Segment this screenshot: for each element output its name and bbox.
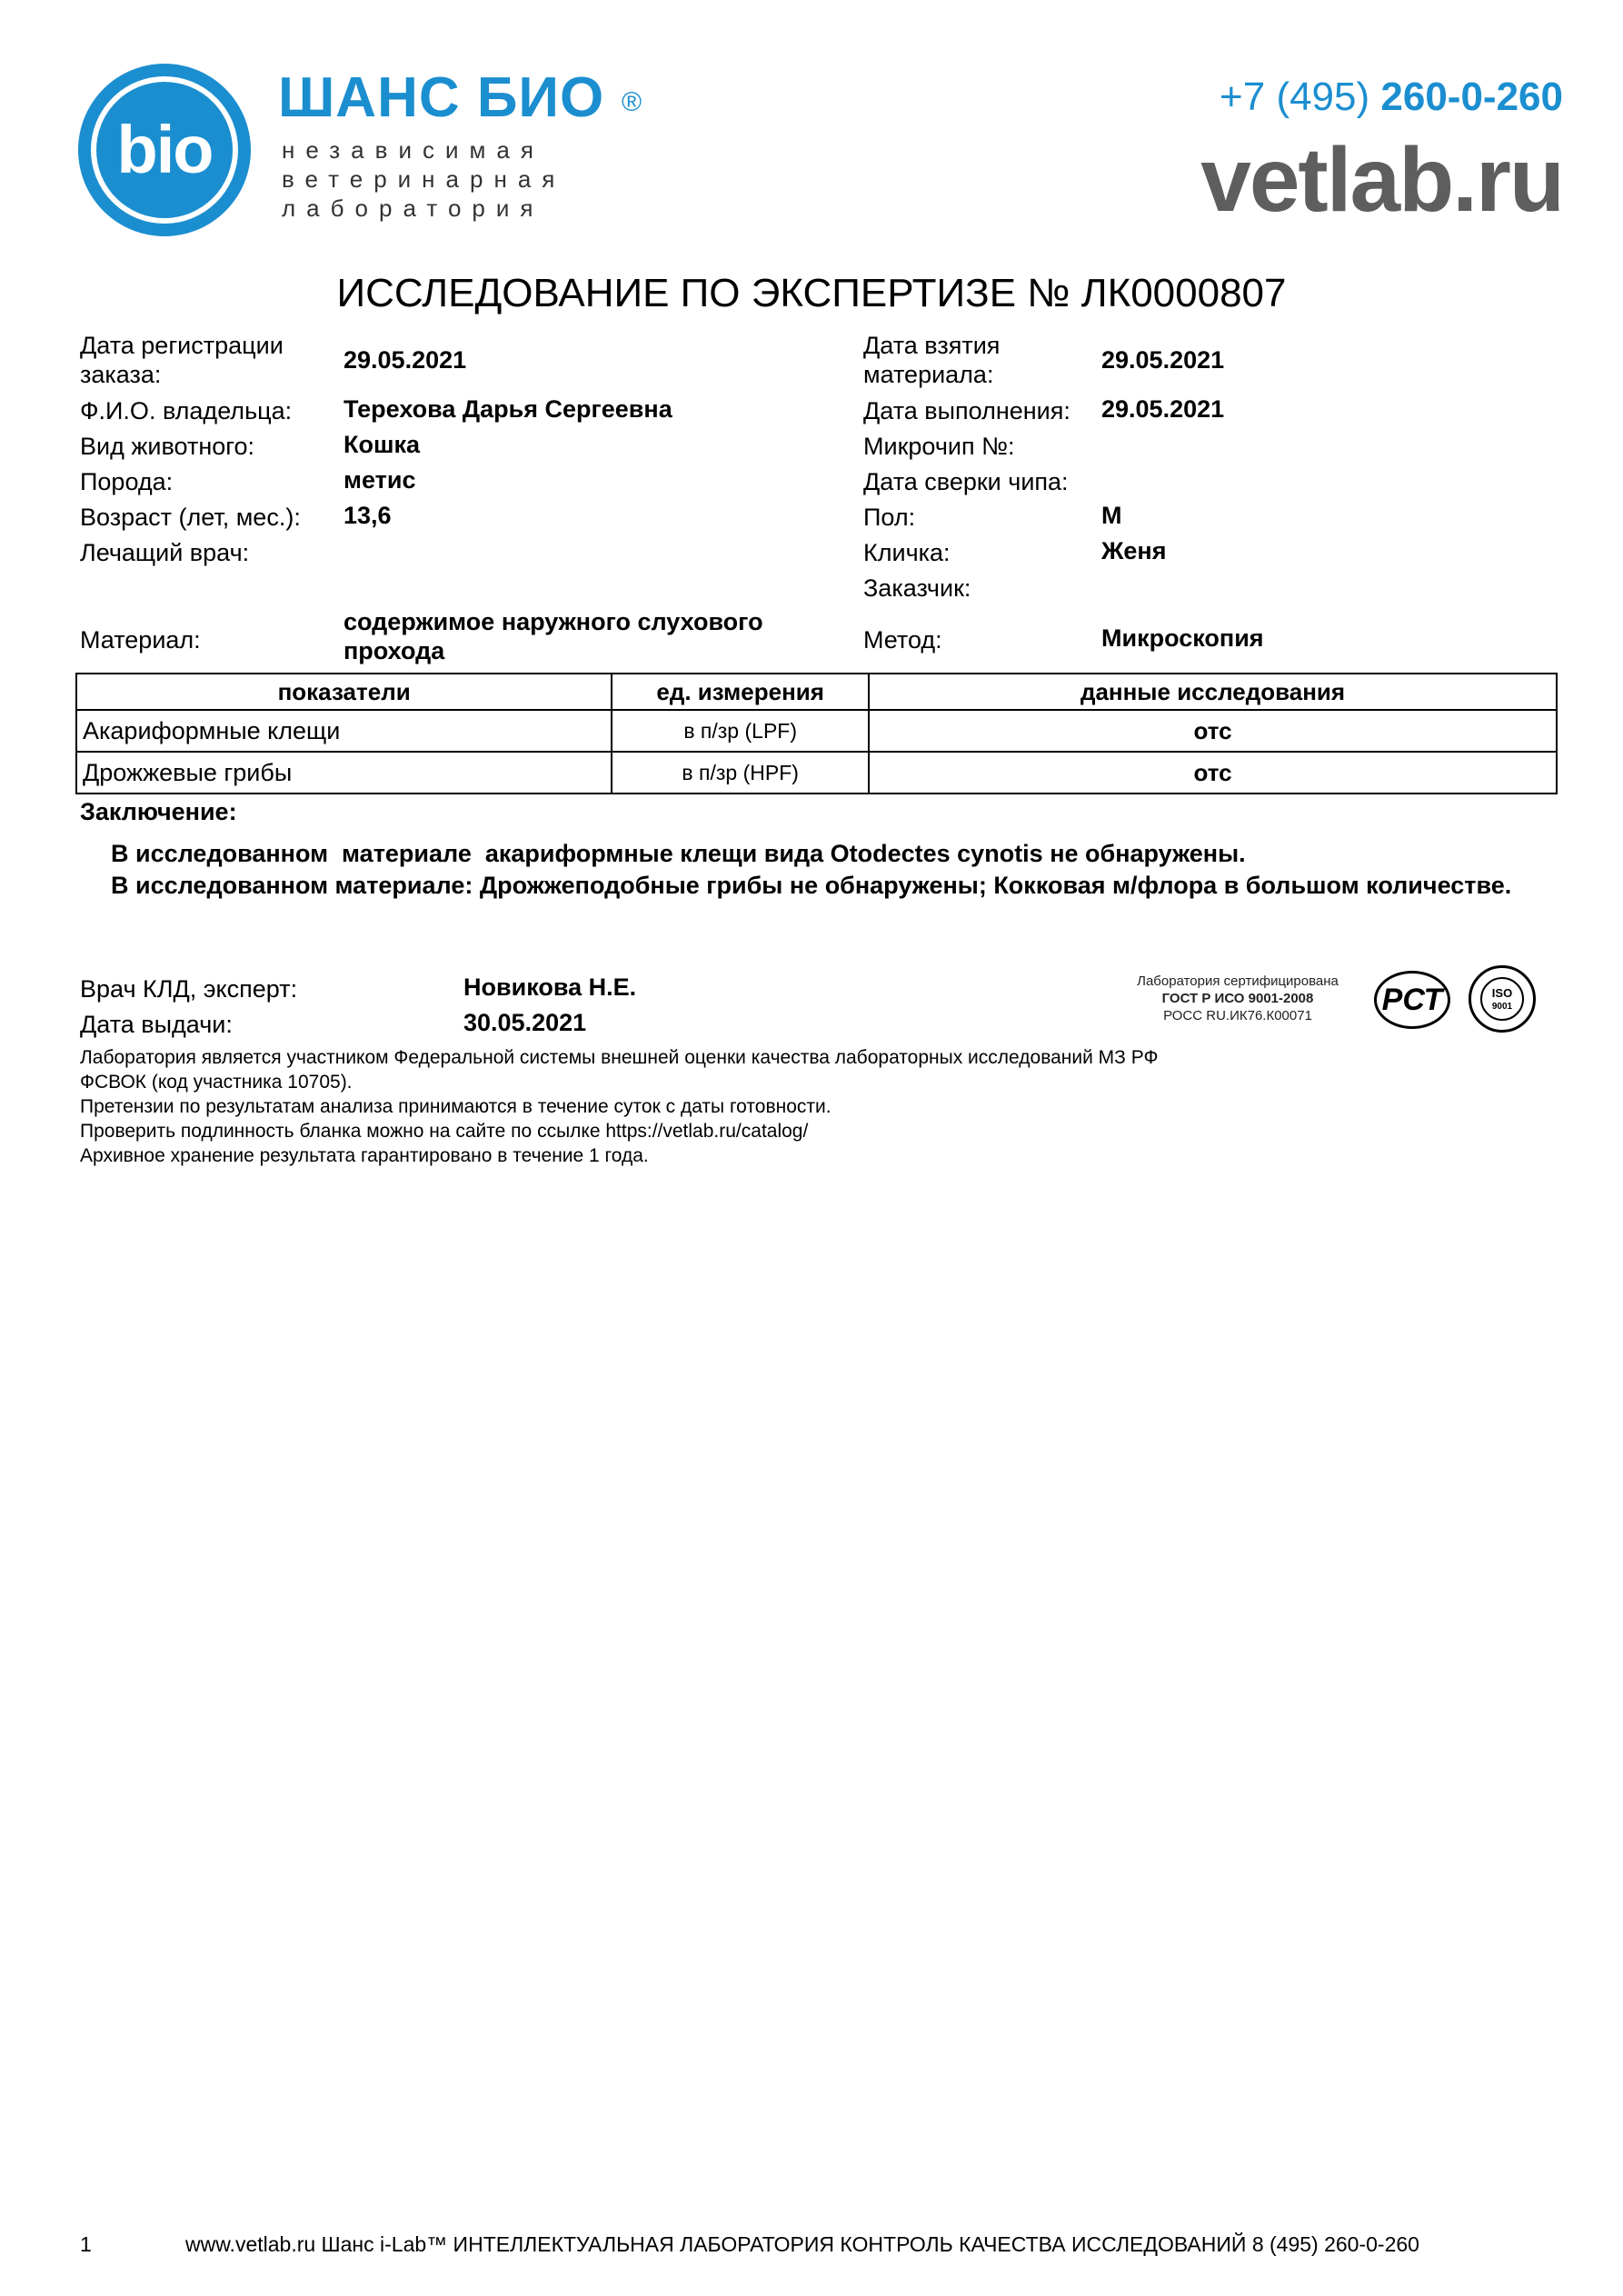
table-header-indicator: показатели xyxy=(76,674,612,710)
breed-label: Порода: xyxy=(80,468,174,495)
take-date-label-line2: материала: xyxy=(863,361,994,388)
reg-date-value: 29.05.2021 xyxy=(344,346,467,374)
note-line: Лаборатория является участником Федеральной системы внешней оценки качества лабораторных исследований МЗ РФ xyxy=(80,1047,1159,1068)
note-line: ФСВОК (код участника 10705). xyxy=(80,1072,353,1093)
notes xyxy=(80,1045,1534,1168)
chip-label: Микрочип №: xyxy=(863,433,1015,460)
reg-date-label xyxy=(80,331,284,389)
note-line: Проверить подлинность бланка можно на сайте по ссылке https://vetlab.ru/catalog/ xyxy=(80,1121,809,1142)
footer-text: www.vetlab.ru Шанс i-Lab™ ИНТЕЛЛЕКТУАЛЬНАЯ ЛАБОРАТОРИЯ КОНТРОЛЬ КАЧЕСТВА ИССЛЕДОВАНИЙ 8 (495) 260-0-260 xyxy=(185,2232,1419,2256)
age-value: 13,6 xyxy=(344,502,392,529)
table-cell-unit: в п/зр (LPF) xyxy=(612,710,869,752)
expert-label: Врач КЛД, эксперт: xyxy=(80,975,298,1003)
method-value: Микроскопия xyxy=(1101,624,1264,652)
brand-tagline-2: ветеринарная xyxy=(282,165,566,193)
age-label: Возраст (лет, мес.): xyxy=(80,504,301,531)
owner-value: Терехова Дарья Сергеевна xyxy=(344,395,672,423)
take-date-value: 29.05.2021 xyxy=(1101,346,1225,374)
brand-tagline-1: независимая xyxy=(282,136,544,164)
take-date-label-line1: Дата взятия xyxy=(863,332,1001,359)
table-cell-indicator: Дрожжевые грибы xyxy=(76,752,612,794)
note-line: Архивное хранение результата гарантировано в течение 1 года. xyxy=(80,1145,649,1166)
issue-date-value: 30.05.2021 xyxy=(463,1009,587,1036)
iso-mark-number: 9001 xyxy=(1491,1002,1513,1012)
pet-name-value: Женя xyxy=(1101,537,1167,564)
note-line: Претензии по результатам анализа принимаются в течение суток с даты готовности. xyxy=(80,1096,831,1117)
done-date-value: 29.05.2021 xyxy=(1101,395,1225,423)
sex-value: М xyxy=(1101,502,1122,529)
brand-name: ШАНС БИО xyxy=(278,66,605,129)
customer-label: Заказчик: xyxy=(863,574,971,602)
done-date-label: Дата выполнения: xyxy=(863,397,1070,424)
conclusion-line-1: В исследованном материале акариформные клещи вида Otodectes cynotis не обнаружены. xyxy=(111,840,1246,867)
material-label: Материал: xyxy=(80,626,201,654)
table-cell-result: отс xyxy=(869,752,1557,794)
iso-mark-inner xyxy=(1480,977,1524,1021)
owner-label: Ф.И.О. владельца: xyxy=(80,397,293,424)
certification-text xyxy=(1110,973,1365,1024)
material-value-line1: содержимое наружного слухового xyxy=(344,608,763,635)
conclusion-line-2: В исследованном материале: Дрожжеподобные грибы не обнаружены; Кокковая м/флора в большом количестве. xyxy=(111,872,1512,899)
table-cell-unit: в п/зр (HPF) xyxy=(612,752,869,794)
conclusion-text xyxy=(111,838,1528,902)
certification-line1: Лаборатория сертифицирована xyxy=(1137,973,1339,989)
table-cell-result: отс xyxy=(869,710,1557,752)
brand-tagline-3: лаборатория xyxy=(282,195,544,222)
table-cell-indicator: Акариформные клещи xyxy=(76,710,612,752)
table-row xyxy=(76,752,1557,794)
issue-date-label: Дата выдачи: xyxy=(80,1011,233,1038)
material-value-line2: прохода xyxy=(344,637,445,664)
expert-value: Новикова Н.Е. xyxy=(463,973,637,1001)
method-label: Метод: xyxy=(863,626,942,654)
table-row xyxy=(76,710,1557,752)
rst-mark-icon: РСТ xyxy=(1374,971,1450,1029)
iso-mark-text: ISO xyxy=(1491,986,1513,1000)
iso-mark-icon xyxy=(1469,965,1536,1033)
certification-line2: ГОСТ Р ИСО 9001-2008 xyxy=(1161,991,1314,1006)
reg-date-label-line1: Дата регистрации xyxy=(80,332,284,359)
reg-date-label-line2: заказа: xyxy=(80,361,162,388)
results-table xyxy=(75,673,1558,794)
page-title: ИССЛЕДОВАНИЕ ПО ЭКСПЕРТИЗЕ № ЛК0000807 xyxy=(336,271,1287,315)
take-date-label xyxy=(863,331,1000,389)
phone-number: 260-0-260 xyxy=(1380,75,1563,119)
material-value xyxy=(344,607,763,665)
table-header-row xyxy=(76,674,1557,710)
header-phone xyxy=(1000,75,1563,120)
animal-label: Вид животного: xyxy=(80,433,255,460)
table-header-unit: ед. измерения xyxy=(612,674,869,710)
sex-label: Пол: xyxy=(863,504,916,531)
logo-text: bio xyxy=(116,112,213,187)
animal-value: Кошка xyxy=(344,431,421,458)
header-site: vetlab.ru xyxy=(1200,129,1563,231)
doctor-label: Лечащий врач: xyxy=(80,539,250,566)
chip-check-label: Дата сверки чипа: xyxy=(863,468,1069,495)
pet-name-label: Кличка: xyxy=(863,539,951,566)
conclusion-heading: Заключение: xyxy=(80,798,237,825)
table-header-result: данные исследования xyxy=(869,674,1557,710)
logo-bio-icon xyxy=(78,64,251,236)
phone-prefix: +7 (495) xyxy=(1220,75,1370,119)
breed-value: метис xyxy=(344,466,416,494)
page-number: 1 xyxy=(80,2232,92,2256)
registered-mark: ® xyxy=(622,87,642,117)
certification-line3: РОСС RU.ИК76.К00071 xyxy=(1163,1008,1312,1023)
